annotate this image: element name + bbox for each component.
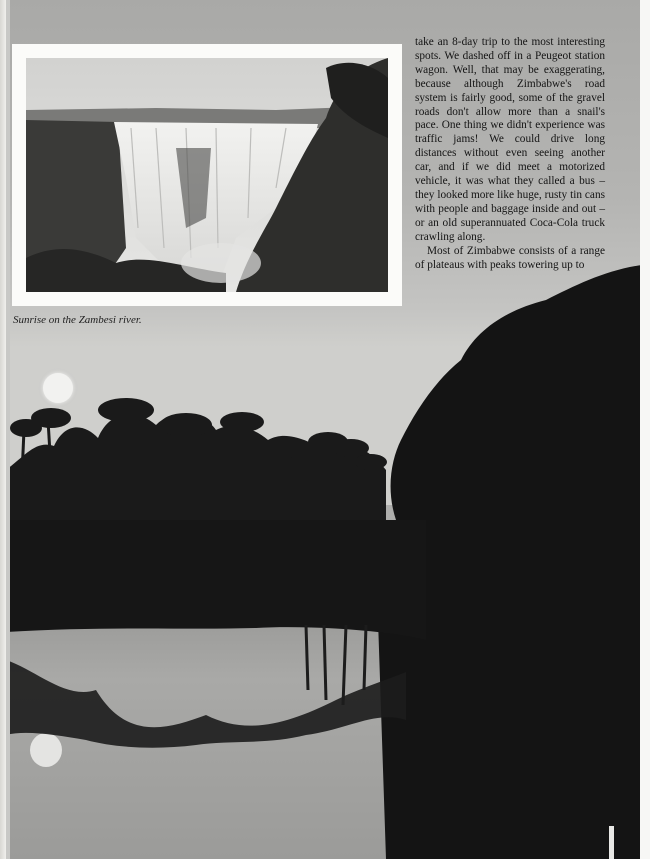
waterfall-photo [12,44,402,306]
page-marker [609,826,614,859]
page-edge [640,0,650,859]
article-text [415,36,605,272]
photo-caption: Sunrise on the Zambesi river. [13,314,142,326]
paragraph-2: Most of Zimbabwe consists of a range of plateaus with peaks towering up to [415,244,605,271]
paragraph-1: take an 8-day trip to the most interesting spots. We dashed off in a Peugeot station wagon. Well, that may be exaggerating, because although Zimbabwe's road system is fairly good, some of the gravel roads don't allow more than a snail's pace. One thing we didn't experience was traffic jams! We could drive long distances without even seeing another car, and if we did meet a motorized vehicle, it was what they called a bus – they looked more like huge, rusty tin cans with people and baggage inside and out – or an old superannuated Coca-Cola truck crawling along. [415,36,605,243]
